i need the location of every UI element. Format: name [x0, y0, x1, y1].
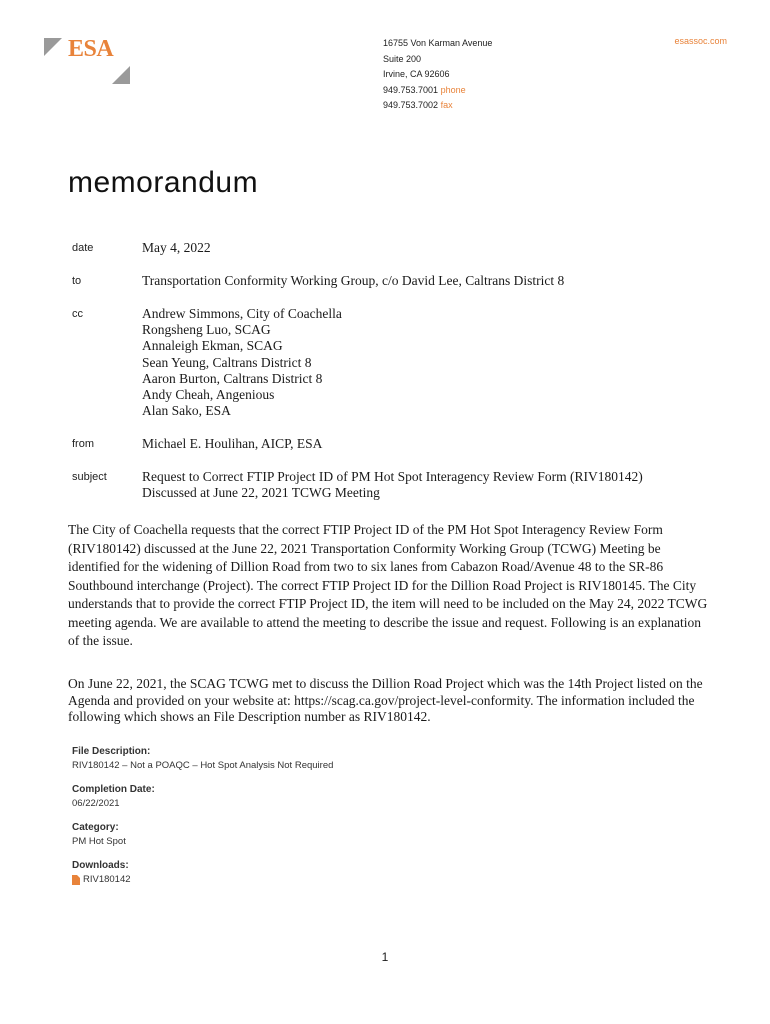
cc-recipient: Sean Yeung, Caltrans District 8	[142, 354, 312, 370]
logo-corner-bottom-right	[112, 66, 130, 84]
to-label: to	[72, 275, 82, 287]
subject-value	[142, 469, 702, 501]
completion-date-label: Completion Date:	[72, 784, 155, 795]
address-block	[383, 36, 492, 114]
to-value: Transportation Conformity Working Group, c/o David Lee, Caltrans District 8	[142, 273, 565, 288]
body-paragraph-2: On June 22, 2021, the SCAG TCWG met to discuss the Dillion Road Project which was the 14th Project listed on the Agenda and provided on your website at: https://scag.ca.gov/project-level-conformity. The information included the following which shows an File Description number as RIV180142.	[68, 676, 703, 724]
cc-recipient: Rongsheng Luo, SCAG	[142, 322, 271, 338]
phone-label: phone	[440, 84, 466, 95]
cc-list	[142, 306, 702, 419]
file-description-label: File Description:	[72, 746, 151, 757]
page-number: 1	[381, 950, 389, 964]
cc-recipient: Andy Cheah, Angenious	[142, 387, 275, 403]
category-value: PM Hot Spot	[72, 836, 126, 847]
phone-line	[383, 83, 492, 99]
cc-recipient: Alan Sako, ESA	[142, 403, 231, 419]
cc-label: cc	[72, 308, 83, 320]
subject-line-2: Discussed at June 22, 2021 TCWG Meeting	[142, 485, 380, 501]
logo-corner-top-left	[44, 38, 62, 56]
downloads-label: Downloads:	[72, 860, 129, 871]
subject-line-1: Request to Correct FTIP Project ID of PM Hot Spot Interagency Review Form (RIV180142)	[142, 469, 643, 484]
address-line-3: Irvine, CA 92606	[383, 69, 450, 79]
download-file-name: RIV180142	[83, 874, 131, 885]
date-label: date	[72, 242, 94, 254]
address-line-1: 16755 Von Karman Avenue	[383, 38, 493, 48]
category-label: Category:	[72, 822, 119, 833]
esa-logo	[44, 36, 124, 86]
file-info-snippet	[72, 746, 432, 885]
fax-line	[383, 98, 492, 114]
cc-recipient: Aaron Burton, Caltrans District 8	[142, 370, 323, 386]
from-value: Michael E. Houlihan, AICP, ESA	[142, 436, 323, 451]
cc-recipient: Andrew Simmons, City of Coachella	[142, 306, 342, 321]
body-paragraph-1: The City of Coachella requests that the correct FTIP Project ID of the PM Hot Spot Interagency Review Form (RIV180142) discussed at the June 22, 2021 Transportation Conformity Working Group (TCWG) Meeting be identified for the widening of Dillion Road from two to six lanes from Cabazon Road/Avenue 48 to the SR-86 Southbound interchange (Project). The correct FTIP Project ID for the Dillion Road Project is RIV180145. The City understands that to provide the correct FTIP Project ID, the item will need to be included on the May 24, 2022 TCWG meeting agenda. We are available to attend the meeting to describe the issue and request. Following is an explanation of the issue.	[68, 522, 708, 648]
address-line-2: Suite 200	[383, 53, 422, 64]
cc-recipient: Annaleigh Ekman, SCAG	[142, 338, 283, 354]
phone-number: 949.753.7001	[383, 84, 439, 95]
fax-number: 949.753.7002	[383, 100, 439, 110]
logo-text: ESA	[68, 36, 114, 62]
file-icon	[72, 875, 80, 885]
download-link[interactable]	[72, 874, 432, 885]
fax-label: fax	[440, 100, 453, 110]
file-description-value: RIV180142 – Not a POAQC – Hot Spot Analysis Not Required	[72, 760, 334, 771]
subject-label: subject	[72, 471, 107, 483]
date-value: May 4, 2022	[142, 240, 211, 255]
website-link[interactable]: esassoc.com	[674, 36, 727, 46]
from-label: from	[72, 438, 94, 450]
completion-date-value: 06/22/2021	[72, 798, 120, 809]
document-title: memorandum	[68, 166, 259, 199]
